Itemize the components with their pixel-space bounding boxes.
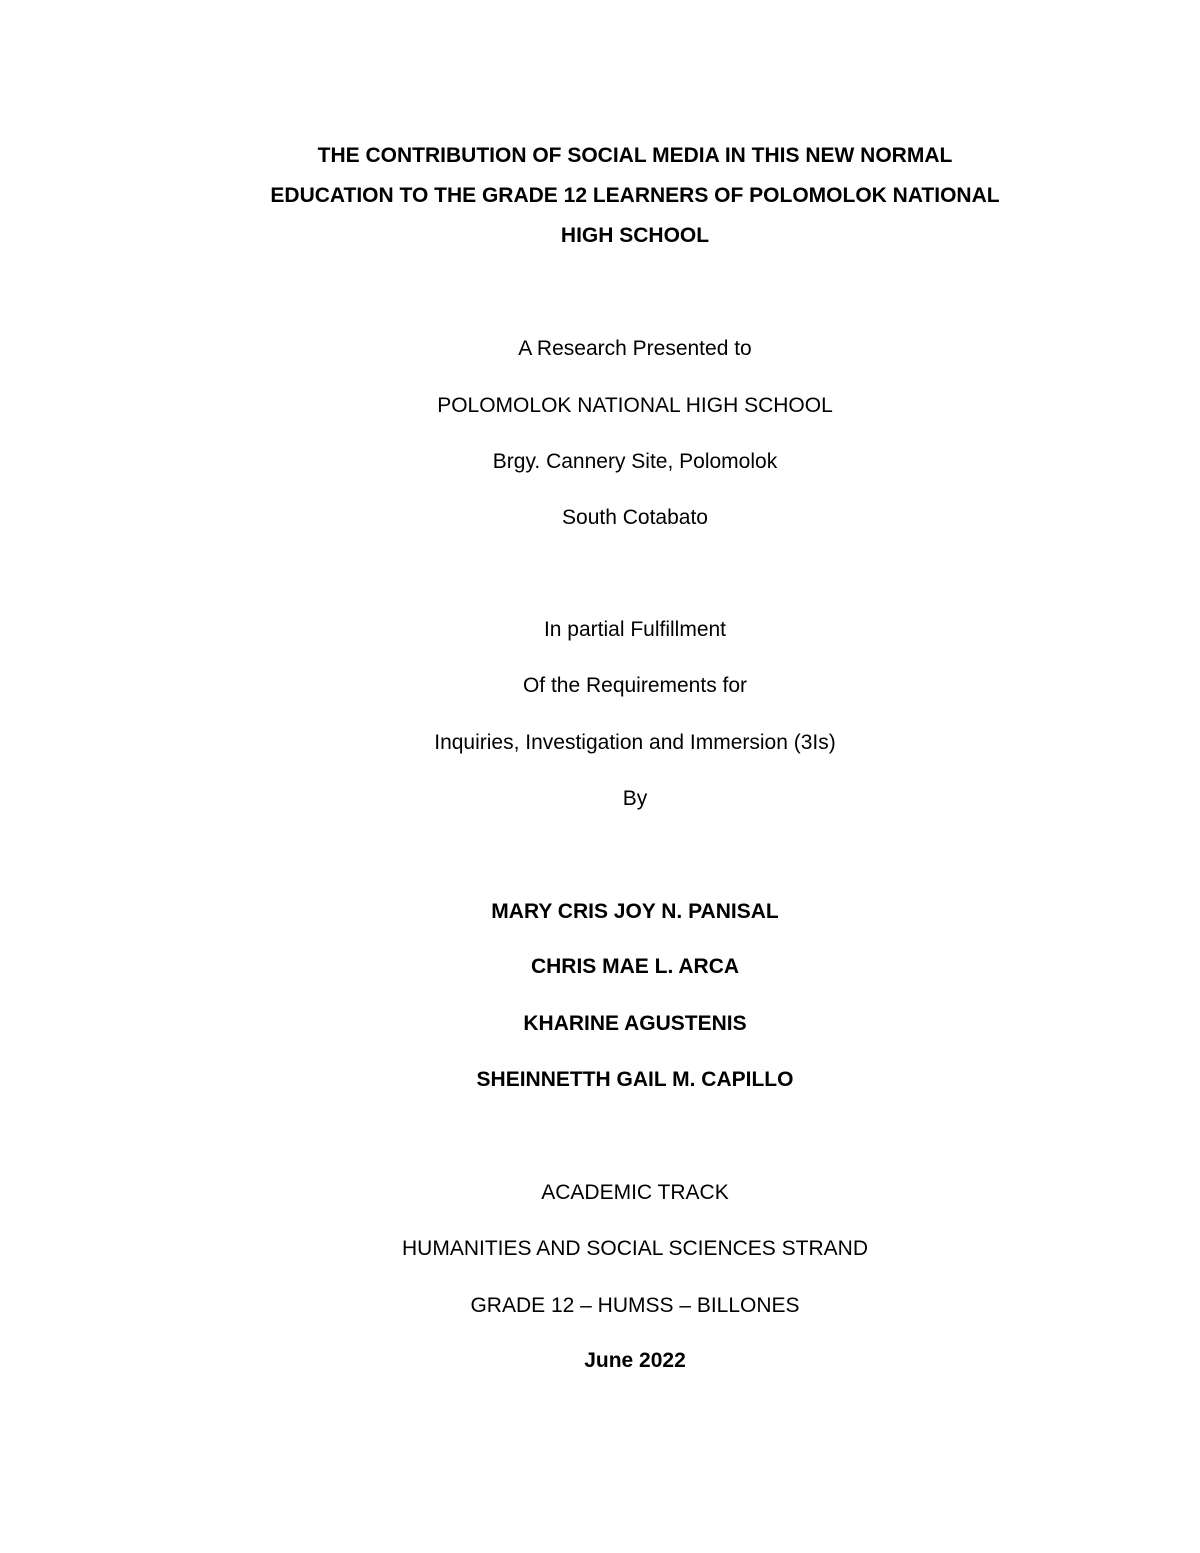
by-label: By xyxy=(622,787,648,810)
title-line-1: THE CONTRIBUTION OF SOCIAL MEDIA IN THIS NEW NORMAL xyxy=(317,144,953,167)
title-line-2: EDUCATION TO THE GRADE 12 LEARNERS OF POLOMOLOK NATIONAL xyxy=(270,184,1000,207)
fulfillment-line-1: In partial Fulfillment xyxy=(543,618,727,641)
school-name: POLOMOLOK NATIONAL HIGH SCHOOL xyxy=(437,394,833,417)
school-province: South Cotabato xyxy=(562,506,708,529)
submission-date: June 2022 xyxy=(584,1349,686,1372)
grade-section: GRADE 12 – HUMSS – BILLONES xyxy=(470,1294,800,1317)
author-2: CHRIS MAE L. ARCA xyxy=(530,955,740,978)
school-address: Brgy. Cannery Site, Polomolok xyxy=(492,450,778,473)
strand: HUMANITIES AND SOCIAL SCIENCES STRAND xyxy=(402,1237,868,1260)
academic-track: ACADEMIC TRACK xyxy=(541,1181,729,1204)
presented-to: A Research Presented to xyxy=(518,337,752,360)
author-3: KHARINE AGUSTENIS xyxy=(523,1012,747,1035)
author-1: MARY CRIS JOY N. PANISAL xyxy=(491,900,779,923)
author-4: SHEINNETTH GAIL M. CAPILLO xyxy=(476,1068,794,1091)
fulfillment-line-2: Of the Requirements for xyxy=(522,674,748,697)
title-line-3: HIGH SCHOOL xyxy=(560,224,710,247)
subject-name: Inquiries, Investigation and Immersion (3Is) xyxy=(434,731,836,754)
